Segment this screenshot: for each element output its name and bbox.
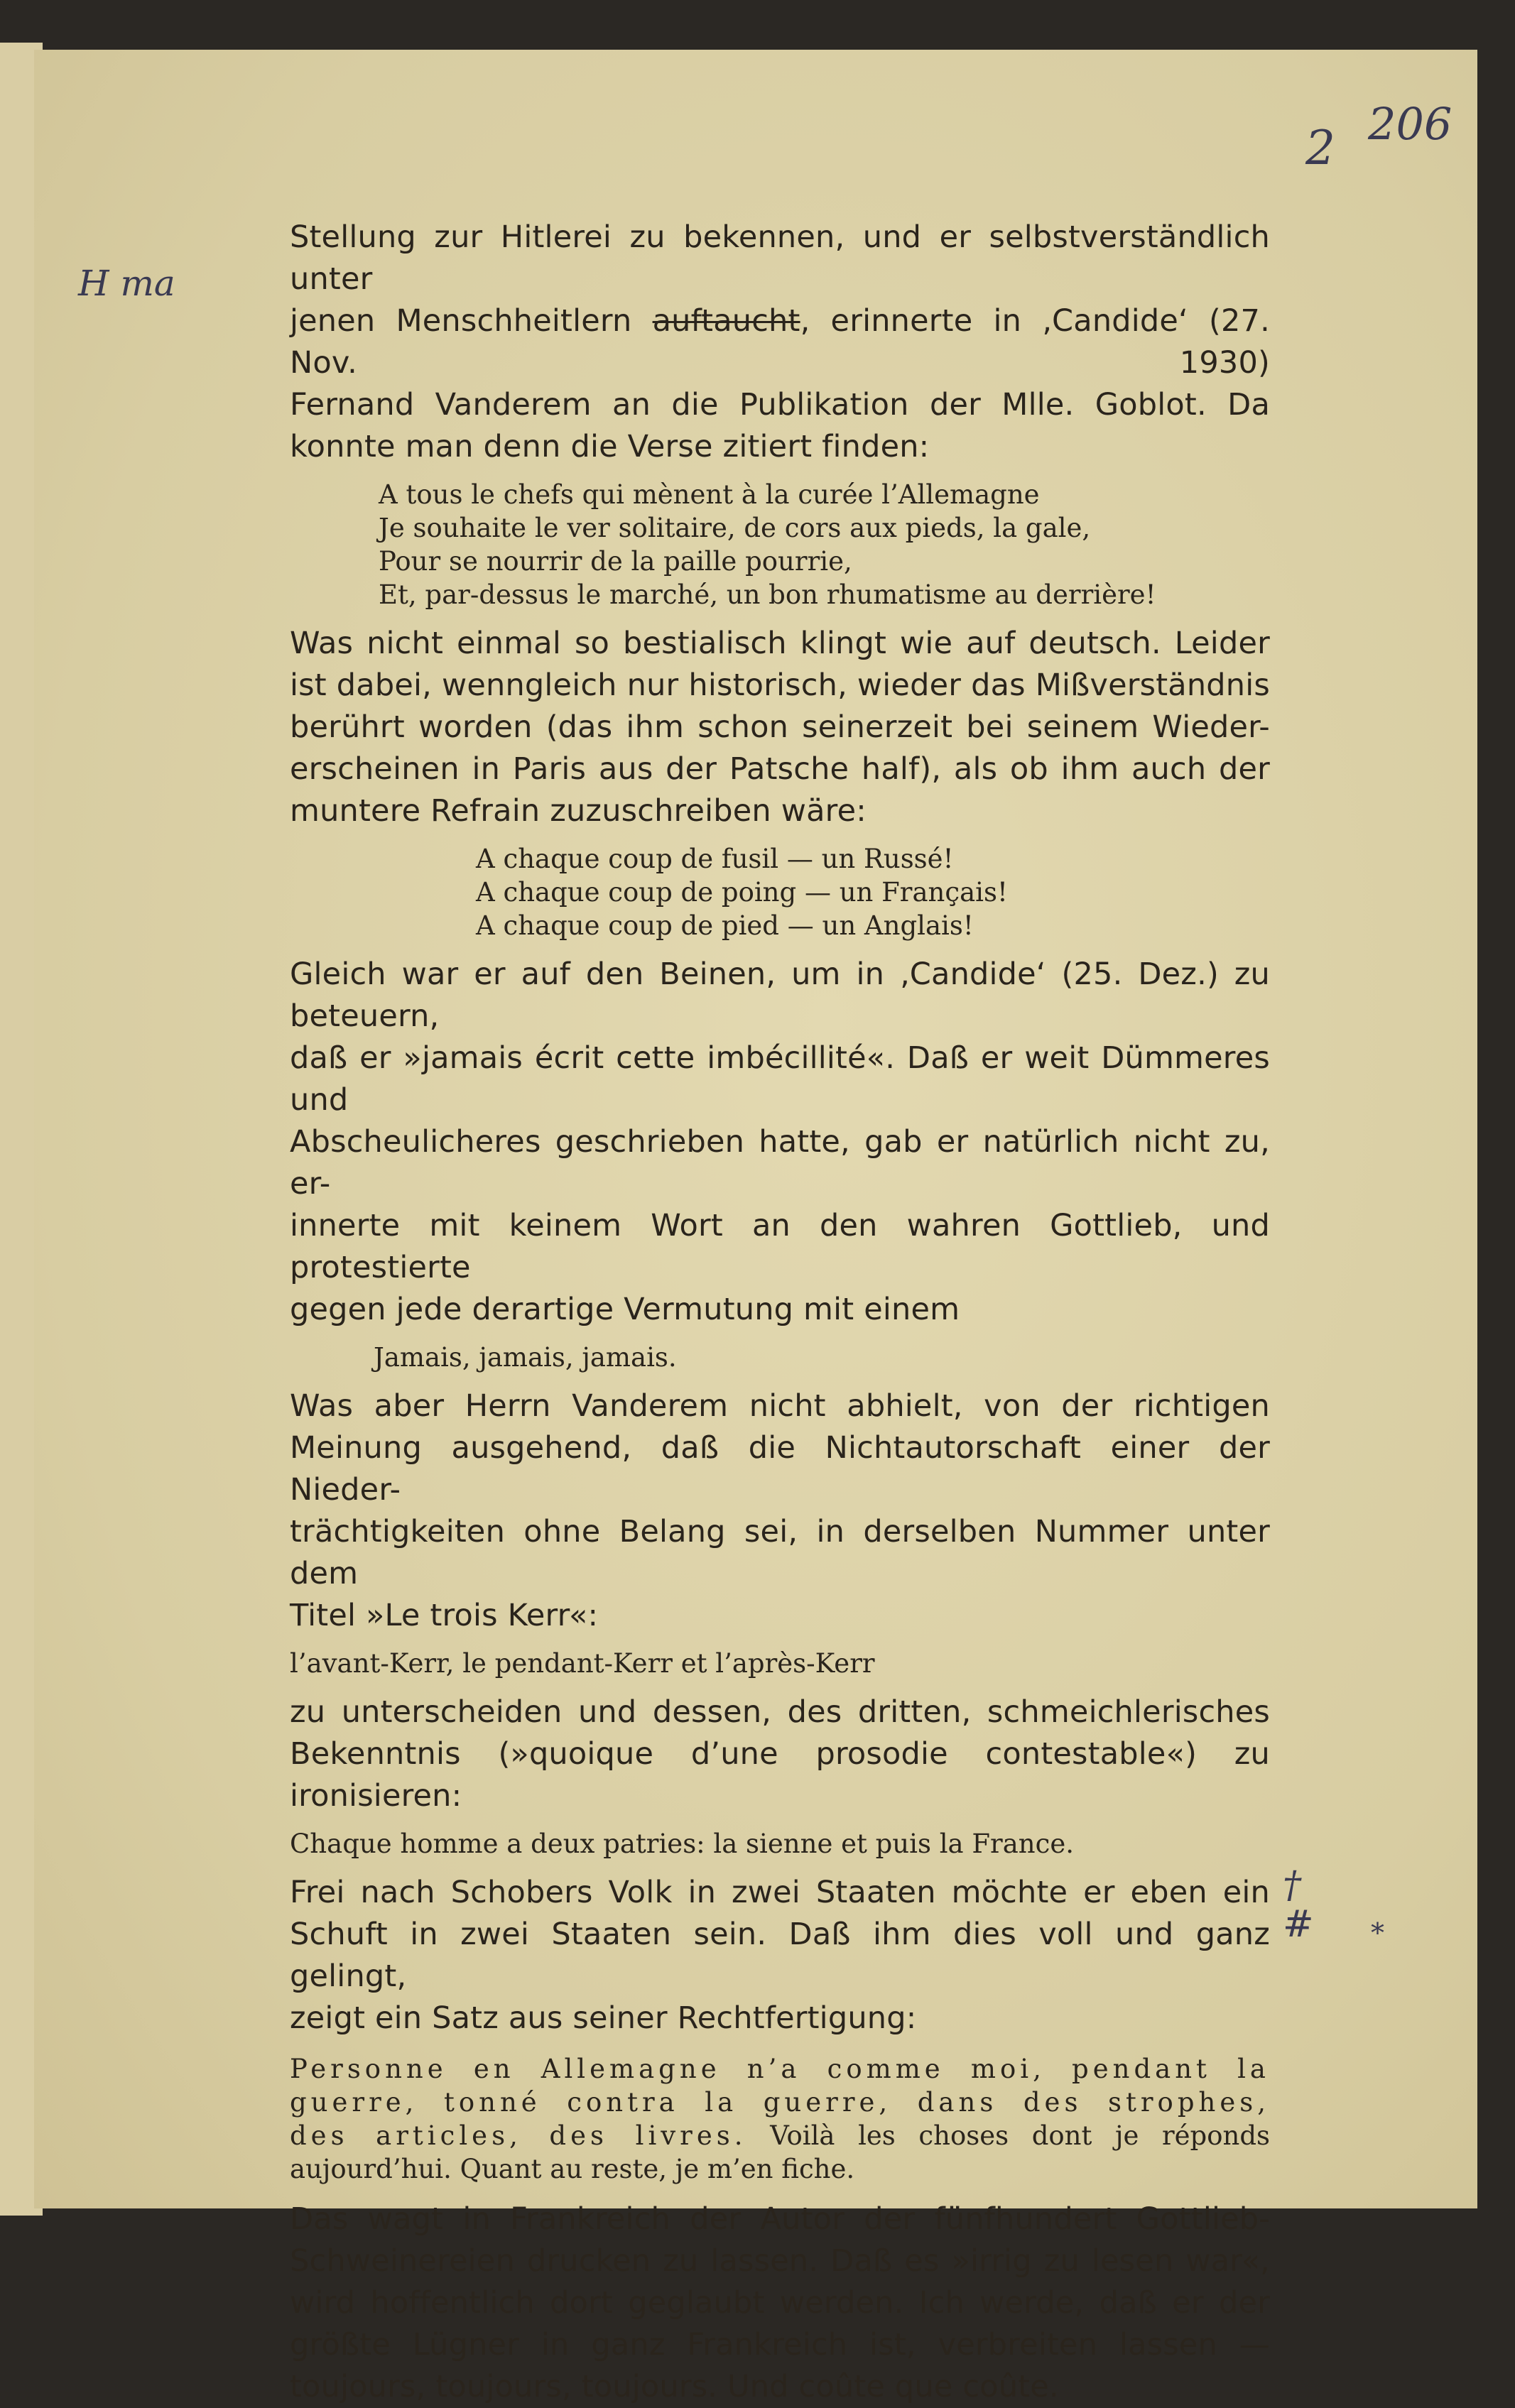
body-text — [290, 217, 1270, 2408]
text-line — [290, 300, 1270, 384]
verse-line: A chaque coup de pied — un Anglais! — [476, 910, 974, 941]
quote-line — [290, 2119, 1270, 2152]
text-segment: jenen Menschheitlern — [290, 303, 653, 339]
text-line: Meinung ausgehend, daß die Nichtautorschaft einer der Nieder- — [290, 1430, 1270, 1508]
verse-line: Et, par-dessus le marché, un bon rhumatisme au derrière! — [379, 579, 1156, 610]
text-line: Stellung zur Hitlerei zu bekennen, und er selbstverständlich unter — [290, 219, 1270, 297]
quote-segment: des articles, des livres. — [290, 2120, 747, 2151]
verse-line: Chaque homme a deux patries: la sienne et puis la France. — [290, 1829, 1075, 1859]
text-line: Titel »Le trois Kerr«: — [290, 1598, 599, 1633]
quote-block — [290, 2052, 1270, 2186]
text-line: innerte mit keinem Wort an den wahren Gottlieb, und protestierte — [290, 1208, 1270, 1285]
text-line: daß er »jamais écrit cette imbécillité«. Daß er weit Dümmeres und — [290, 1040, 1270, 1118]
verse-line: Pour se nourrir de la paille pourrie, — [379, 546, 852, 577]
verse-quote-2 — [290, 842, 1270, 942]
verse-line: Je souhaite le ver solitaire, de cors aux pieds, la gale, — [379, 513, 1091, 543]
paragraph-2 — [290, 623, 1270, 832]
paragraph-3 — [290, 954, 1270, 1331]
quote-segment: Voilà les choses dont je réponds — [746, 2120, 1270, 2151]
text-line: toujours, toujours, toujours. Und coûte que coûte. — [290, 2369, 1059, 2404]
verse-quote-5 — [290, 1827, 1270, 1861]
text-line: Das wagt in Frankreich der Autor der fünfhundert Gottlieb- — [290, 2201, 1270, 2237]
verse-quote-3 — [290, 1341, 1270, 1374]
paragraph-4 — [290, 1385, 1270, 1637]
verse-quote-1 — [290, 478, 1270, 611]
text-line: Bekenntnis (»quoique d’une prosodie contestable«) zu ironisieren: — [290, 1736, 1270, 1814]
text-line: zeigt ein Satz aus seiner Rechtfertigung: — [290, 2000, 917, 2036]
text-line: Was aber Herrn Vanderem nicht abhielt, von der richtigen — [290, 1388, 1270, 1424]
text-line: trächtigkeiten ohne Belang sei, in derselben Nummer unter dem — [290, 1514, 1270, 1591]
struck-word: auftaucht — [652, 303, 800, 339]
paragraph-1 — [290, 217, 1270, 468]
verse-line: Jamais, jamais, jamais. — [374, 1342, 677, 1373]
margin-note-right-2: # — [1283, 1903, 1314, 1946]
text-segment: , erinnerte in ‚Candide‘ (27. Nov. 1930) — [290, 303, 1270, 381]
verse-line: A chaque coup de poing — un Français! — [476, 877, 1008, 908]
text-line: Schweinereien drucken zu lassen. Daß es »irrig zu lesen war«, — [290, 2243, 1270, 2279]
text-line: Schuft in zwei Staaten sein. Daß ihm dies voll und ganz gelingt, — [290, 1917, 1270, 1994]
folio-number: 206 — [1368, 98, 1452, 150]
page-mark: 2 — [1305, 121, 1335, 175]
text-line: Was nicht einmal so bestialisch klingt wie auf deutsch. Leider — [290, 626, 1270, 661]
text-line: größte Lügner in ganz Frankreich ist, verbreiten lassen — — [290, 2327, 1270, 2363]
paragraph-6 — [290, 1872, 1270, 2039]
verse-line: A chaque coup de fusil — un Russé! — [476, 844, 954, 874]
text-line: erscheinen in Paris aus der Patsche half), als ob ihm auch der — [290, 751, 1270, 787]
verse-line: l’avant-Kerr, le pendant-Kerr et l’après-Kerr — [290, 1648, 875, 1679]
quote-line: guerre, tonné contra la guerre, dans des strophes, — [290, 2087, 1270, 2118]
text-line: Abscheulicheres geschrieben hatte, gab er natürlich nicht zu, er- — [290, 1124, 1270, 1202]
margin-note-right-1: † — [1283, 1864, 1301, 1907]
margin-note-left: H ma — [78, 263, 175, 304]
quote-line: aujourd’hui. Quant au reste, je m’en fiche. — [290, 2154, 855, 2184]
paragraph-5 — [290, 1691, 1270, 1817]
text-line: ist dabei, wenngleich nur historisch, wieder das Mißverständnis — [290, 668, 1270, 703]
text-line: Fernand Vanderem an die Publikation der Mlle. Goblot. Da — [290, 387, 1270, 423]
text-line: berührt worden (das ihm schon seinerzeit bei seinem Wieder- — [290, 709, 1270, 745]
text-line: gegen jede derartige Vermutung mit einem — [290, 1292, 960, 1327]
text-line: konnte man denn die Verse zitiert finden: — [290, 429, 930, 464]
quote-line: Personne en Allemagne n’a comme moi, pendant la — [290, 2054, 1270, 2084]
text-line: wird hoffentlich dort geglaubt werden. Ich werde, daß er der — [290, 2285, 1270, 2321]
text-line: zu unterscheiden und dessen, des dritten, schmeichlerisches — [290, 1694, 1270, 1730]
text-line: Frei nach Schobers Volk in zwei Staaten möchte er eben ein — [290, 1875, 1270, 1910]
margin-note-right-3: * — [1371, 1917, 1384, 1949]
verse-line: A tous le chefs qui mènent à la curée l’Allemagne — [379, 479, 1040, 510]
paragraph-7 — [290, 2199, 1270, 2408]
verse-quote-4 — [290, 1647, 1270, 1680]
text-line: muntere Refrain zuzuschreiben wäre: — [290, 793, 867, 829]
text-line: Gleich war er auf den Beinen, um in ‚Candide‘ (25. Dez.) zu beteuern, — [290, 957, 1270, 1034]
